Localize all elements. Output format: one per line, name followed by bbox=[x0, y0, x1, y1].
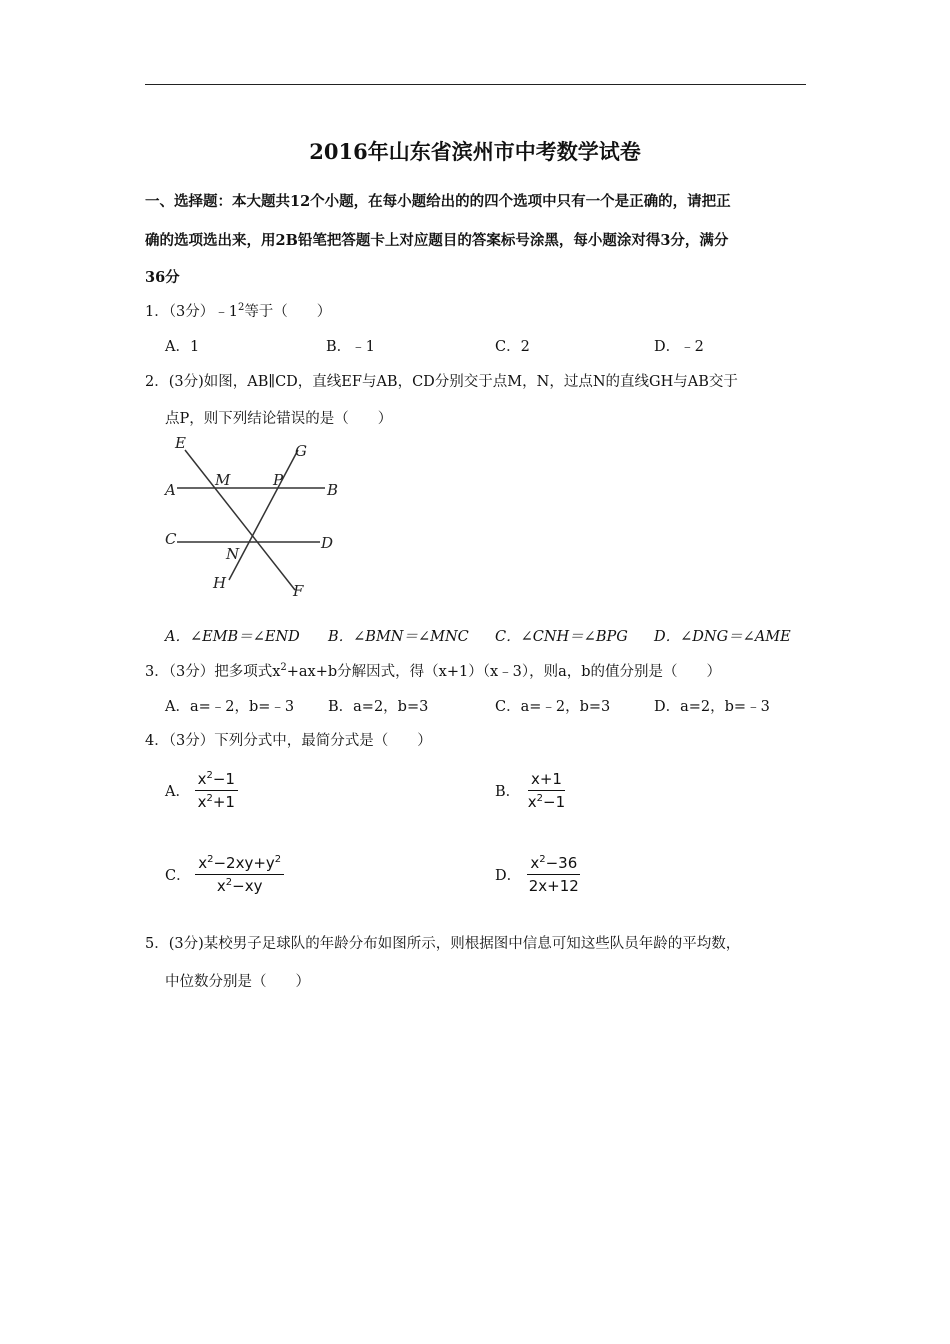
q4-option-d-letter: D． bbox=[495, 868, 522, 884]
question-5-line-1: 5．(3分)某校男子足球队的年龄分布如图所示，则根据图中信息可知这些队员年龄的平均数， bbox=[145, 936, 741, 952]
section-intro-line-2: 确的选项选出来，用2B铅笔把答题卡上对应题目的答案标号涂黑，每小题涂对得3分，满分 bbox=[145, 232, 729, 249]
label-n: N bbox=[226, 545, 240, 563]
label-h: H bbox=[213, 574, 227, 592]
q2-option-a[interactable]: A．∠EMB＝∠END bbox=[165, 629, 300, 645]
label-d: D bbox=[321, 534, 334, 552]
label-e: E bbox=[175, 434, 186, 452]
question-1 bbox=[145, 300, 331, 321]
q2-option-c[interactable]: C．∠CNH＝∠BPG bbox=[495, 629, 628, 645]
section-intro-line-3: 36分 bbox=[145, 269, 180, 286]
q1-option-c[interactable]: C．2 bbox=[495, 339, 530, 355]
label-m: M bbox=[215, 471, 231, 489]
q1-superscript: 2 bbox=[237, 302, 245, 314]
q4-option-b-fraction: $\frac{x+1}{x^2-1}$ bbox=[527, 770, 566, 811]
q4-option-d[interactable] bbox=[495, 854, 582, 895]
q4-option-b[interactable] bbox=[495, 770, 568, 811]
question-5-line-2: 中位数分别是（ ） bbox=[165, 974, 310, 990]
label-b: B bbox=[327, 481, 339, 499]
q4-option-b-letter: B． bbox=[495, 784, 521, 800]
label-f: F bbox=[293, 582, 304, 600]
line-gh bbox=[229, 450, 298, 580]
q4-option-c[interactable] bbox=[165, 854, 284, 895]
q4-option-c-fraction: $\frac{x^2-2xy+y^2}{x^2-xy}$ bbox=[195, 854, 284, 895]
q1-text-post: 等于（ ） bbox=[244, 304, 332, 320]
q4-option-d-fraction: $\frac{x^2-36}{2x+12}$ bbox=[528, 854, 579, 895]
parallel-lines-figure bbox=[155, 430, 355, 605]
section-intro-line-1: 一、选择题：本大题共12个小题，在每小题给出的的四个选项中只有一个是正确的，请把正 bbox=[145, 193, 731, 210]
q3-option-d[interactable]: D．a=2，b=﹣3 bbox=[654, 699, 770, 715]
q2-option-d[interactable]: D．∠DNG＝∠AME bbox=[654, 629, 791, 645]
q4-option-a-letter: A． bbox=[165, 784, 190, 800]
label-a: A bbox=[165, 481, 176, 499]
q3-option-b[interactable]: B．a=2，b=3 bbox=[328, 699, 429, 715]
question-4: 4．（3分）下列分式中，最简分式是（ ） bbox=[145, 733, 432, 749]
q2-option-b[interactable]: B．∠BMN＝∠MNC bbox=[328, 629, 469, 645]
header-rule bbox=[145, 84, 806, 85]
q1-text-pre: 1．（3分）﹣1 bbox=[145, 304, 238, 320]
q3-text-post: +ax+b分解因式，得（x+1）（x﹣3），则a，b的值分别是（ ） bbox=[286, 664, 722, 680]
question-2-line-2: 点P，则下列结论错误的是（ ） bbox=[165, 411, 393, 427]
question-2-line-1: 2．(3分)如图，AB∥CD，直线EF与AB，CD分别交于点M，N，过点N的直线GH与AB交于 bbox=[145, 374, 738, 390]
page-title: 2016年山东省滨州市中考数学试卷 bbox=[309, 139, 641, 164]
q3-superscript: 2 bbox=[280, 662, 287, 674]
q4-option-a[interactable] bbox=[165, 770, 238, 811]
q1-option-a[interactable]: A．1 bbox=[165, 339, 200, 355]
q4-option-c-letter: C． bbox=[165, 868, 191, 884]
q1-option-b[interactable]: B．﹣1 bbox=[326, 339, 375, 355]
label-g: G bbox=[295, 442, 307, 460]
q3-option-a[interactable]: A．a=﹣2，b=﹣3 bbox=[165, 699, 295, 715]
question-3 bbox=[145, 660, 721, 681]
q3-text-pre: 3．（3分）把多项式x bbox=[145, 664, 281, 680]
q1-option-d[interactable]: D．﹣2 bbox=[654, 339, 704, 355]
q4-option-a-fraction: $\frac{x^2-1}{x^2+1}$ bbox=[195, 770, 238, 811]
label-c: C bbox=[165, 530, 177, 548]
label-p: P bbox=[273, 471, 284, 489]
q3-option-c[interactable]: C．a=﹣2，b=3 bbox=[495, 699, 611, 715]
